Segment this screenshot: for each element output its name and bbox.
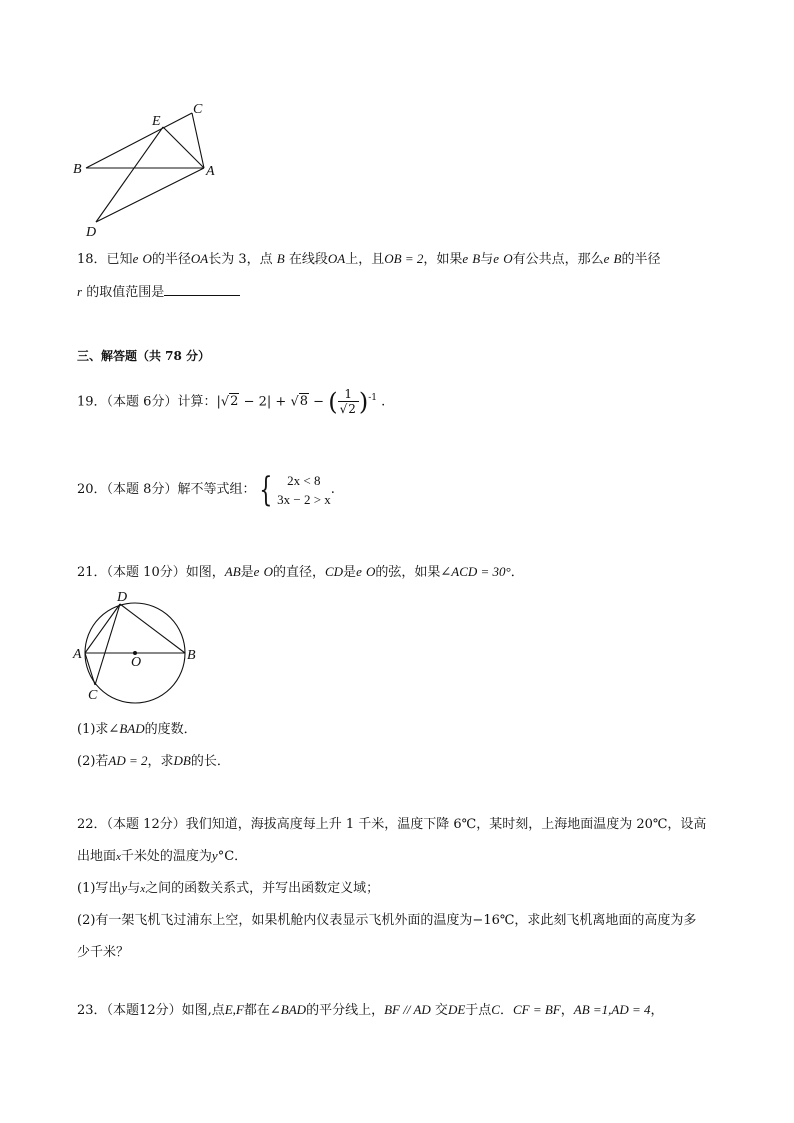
section-title: 三、解答题（共 78 分）: [77, 349, 211, 363]
question-21-part-1: (1)求∠BAD的度数．: [77, 721, 197, 737]
label-A: A: [206, 164, 215, 179]
label-B: B: [187, 648, 196, 663]
question-22-part-2-line2: 少千米？: [77, 945, 130, 960]
question-22-line1: 22．（本题 12分）我们知道，海拔高度每上升 1 千米，温度下降 6℃，某时刻，上海地面温度为 20℃，设高: [77, 817, 707, 832]
abs-bar-left: |: [216, 394, 221, 410]
question-18-line2: r 的取值范围是: [77, 281, 240, 300]
label-C: C: [193, 102, 203, 117]
chord-DB: [120, 604, 185, 653]
segment-ED: [96, 127, 163, 222]
question-18-line1: 18．已知e O的半径OA长为 3，点 B 在线段OA上，且OB = 2，如果e B与e O有公共点，那么e B的半径: [77, 251, 661, 267]
label-D: D: [86, 225, 97, 240]
label-O: O: [131, 655, 142, 670]
segment-DA: [96, 168, 204, 222]
chord-AC: [85, 653, 95, 685]
chord-DC: [95, 604, 120, 685]
answer-blank[interactable]: [164, 283, 240, 296]
label-B: B: [73, 162, 82, 177]
chord-AD: [85, 604, 120, 653]
question-22-part-1: (1)写出y与x之间的函数关系式，并写出函数定义域；: [77, 880, 380, 896]
abs-bar-right: |: [266, 394, 272, 410]
question-20: 20．（本题 8分）解不等式组： { 2x < 8 3x − 2 > x .: [77, 469, 335, 510]
triangle-figure-q17: [60, 96, 240, 241]
segment-CA: [192, 113, 204, 168]
circle-figure-q21: [70, 587, 210, 707]
label-E: E: [152, 114, 161, 129]
fraction-1-over-sqrt2: $\frac{1}{√2}$: [338, 387, 359, 416]
label-D: D: [117, 590, 128, 605]
inequality-system: 2x < 8 3x − 2 > x: [277, 472, 331, 507]
question-23: 23．（本题12分）如图,点E,F都在∠BAD的平分线上，BF // AD 交DE于点C．CF = BF，AB =1,AD = 4，: [77, 1002, 664, 1018]
question-22-part-2-line1: (2)有一架飞机飞过浦东上空，如果机舱内仪表显示飞机外面的温度为−16℃，求此刻飞机离地面的高度为多: [77, 913, 697, 928]
question-22-line2: 出地面x千米处的温度为y°C．: [77, 848, 248, 864]
label-C: C: [88, 688, 98, 703]
question-21: 21．（本题 10分）如图，AB是e O的直径，CD是e O的弦，如果∠ACD = 30°．: [77, 564, 524, 580]
system-brace: {: [259, 469, 273, 510]
question-19: 19．（本题 6分）计算：|√2 − 2| + √8 − ( $\frac{1}{√2}$ )$^{-1}$ .: [77, 387, 386, 417]
question-21-part-2: (2)若AD = 2，求DB的长．: [77, 753, 230, 769]
segment-EA: [163, 127, 204, 168]
label-A: A: [73, 647, 82, 662]
